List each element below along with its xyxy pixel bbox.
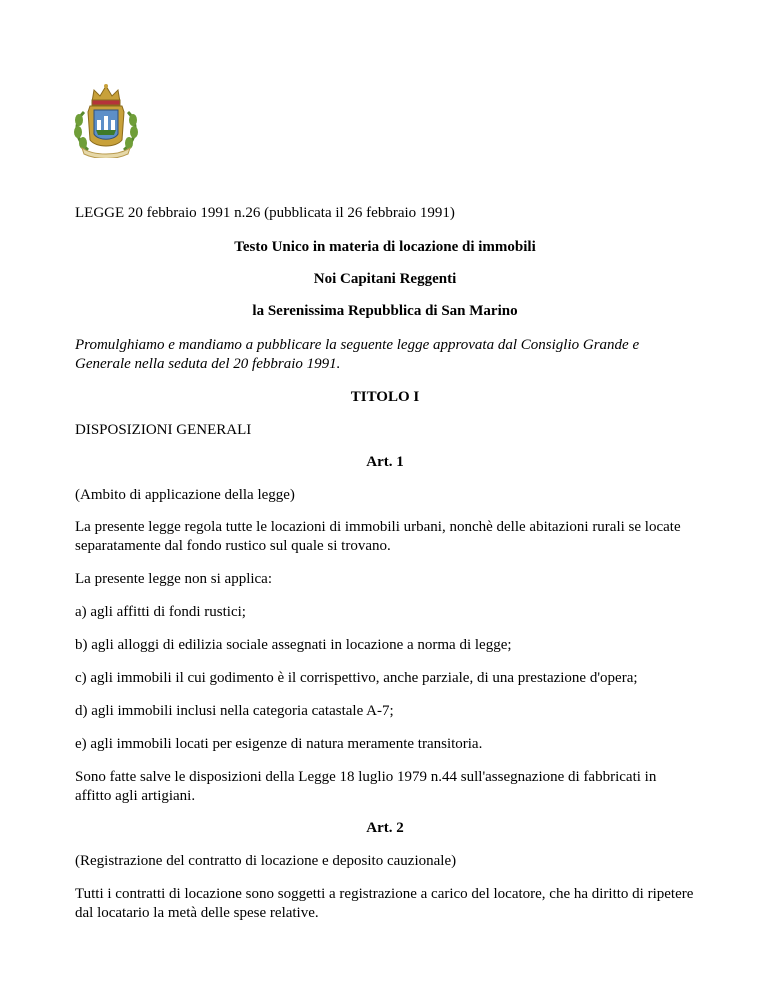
art2-para1: Tutti i contratti di locazione sono soggetti a registrazione a carico del locatore, che ha diritto di ripetere dal locatario la metà delle spese relative. xyxy=(75,886,694,921)
art2-subject: (Registrazione del contratto di locazione e deposito cauzionale) xyxy=(75,853,457,869)
art2-heading: Art. 2 xyxy=(366,820,404,836)
promulgation-text: Promulghiamo e mandiamo a pubblicare la seguente legge approvata dal Consiglio Grande e Generale nella seduta del 20 febbraio 1991. xyxy=(75,337,640,372)
titolo-heading: TITOLO I xyxy=(350,389,420,405)
art1-item-d: d) agli immobili inclusi nella categoria catastale A-7; xyxy=(75,703,394,719)
art1-para3: Sono fatte salve le disposizioni della Legge 18 luglio 1979 n.44 sull'assegnazione di fabbricati in affitto agli artigiani. xyxy=(75,769,657,804)
art1-item-e: e) agli immobili locati per esigenze di natura meramente transitoria. xyxy=(75,736,483,752)
art1-para2: La presente legge non si applica: xyxy=(75,571,273,587)
titolo-subtitle: DISPOSIZIONI GENERALI xyxy=(75,422,252,438)
law-title: Testo Unico in materia di locazione di immobili xyxy=(234,239,536,255)
art1-item-a: a) agli affitti di fondi rustici; xyxy=(75,604,246,620)
republic-line: la Serenissima Repubblica di San Marino xyxy=(252,303,518,319)
art1-heading: Art. 1 xyxy=(366,454,404,470)
san-marino-coat-of-arms-icon xyxy=(70,82,142,158)
art1-subject: (Ambito di applicazione della legge) xyxy=(75,487,295,503)
art1-para1: La presente legge regola tutte le locazioni di immobili urbani, nonchè delle abitazioni rurali se locate separatamente dal fondo rustico sul quale si trovano. xyxy=(75,519,681,554)
law-heading: LEGGE 20 febbraio 1991 n.26 (pubblicata il 26 febbraio 1991) xyxy=(75,205,455,221)
art1-item-c: c) agli immobili il cui godimento è il corrispettivo, anche parziale, di una prestazione d'opera; xyxy=(75,670,638,686)
art1-item-b: b) agli alloggi di edilizia sociale assegnati in locazione a norma di legge; xyxy=(75,637,512,653)
regents-line: Noi Capitani Reggenti xyxy=(313,271,457,287)
